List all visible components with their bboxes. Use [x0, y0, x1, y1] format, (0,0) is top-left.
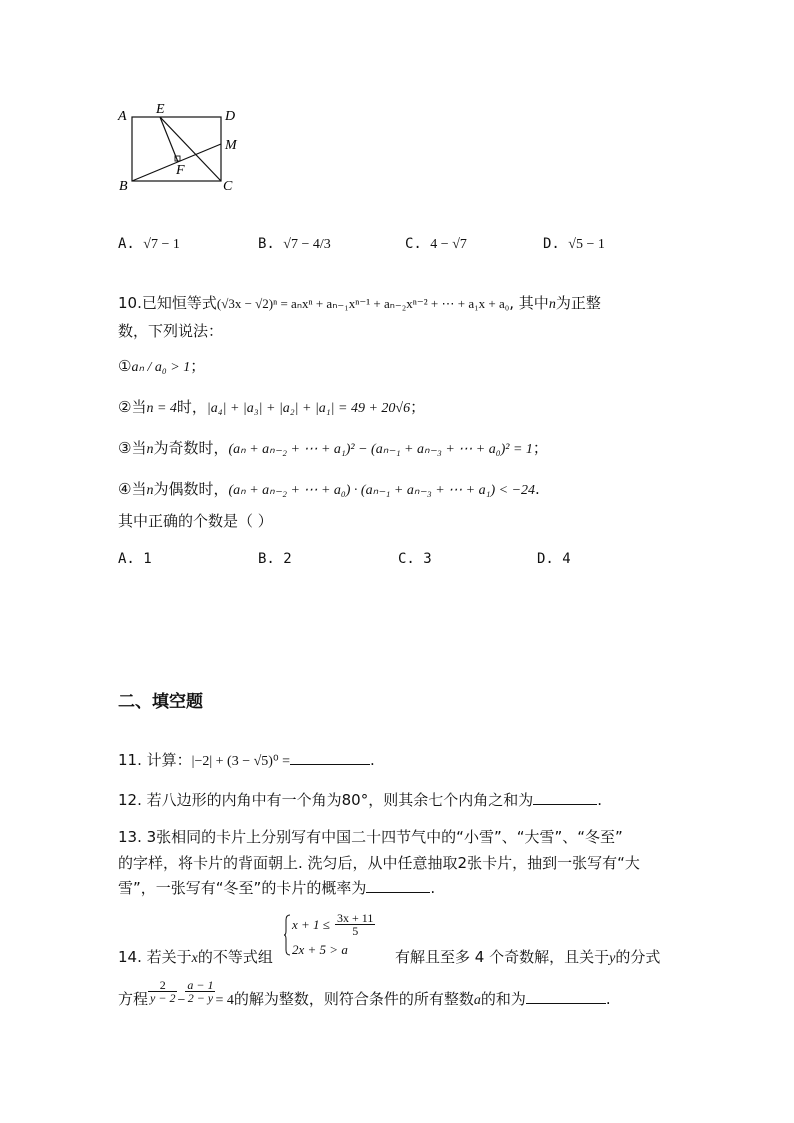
geometry-figure	[115, 100, 255, 195]
q11-expr: |−2| + (3 − √5)⁰ =	[191, 754, 290, 769]
segment-ec	[160, 117, 221, 181]
q14-answer-blank[interactable]	[526, 989, 606, 1004]
q9-option-b-expr: √7 − 4/3	[283, 237, 331, 252]
q10-option-a[interactable]: A. 1	[118, 551, 152, 567]
q9-option-a[interactable]: A. √7 − 1	[118, 236, 180, 252]
q14-line2: 方程 $\frac{2}{y - 2}$ − $\frac{a - 1}{2 - y}$ = 4的解为整数，则符合条件的所有整数a的和为 .	[118, 978, 611, 1008]
q10-statement-2: ②当n = 4时，|a₄| + |a₃| + |a₂| + |a₁| = 49 + 20√6；	[118, 398, 426, 416]
q10-stem-line2: 数，下列说法：	[118, 322, 224, 340]
label-e: E	[156, 102, 165, 117]
q13-answer-blank[interactable]	[366, 878, 430, 893]
q10-statement-3: ③当n为奇数时，(aₙ + aₙ₋₂ + ⋯ + a₁)² − (aₙ₋₁ + aₙ₋₃ + ⋯ + a₀)² = 1；	[118, 439, 548, 457]
brace-icon	[283, 914, 291, 956]
q14-fraction-2: $\frac{a - 1}{2 - y}$	[187, 978, 214, 1005]
q11: 11. 计算：|−2| + (3 − √5)⁰ = .	[118, 751, 375, 769]
q12-answer-blank[interactable]	[533, 790, 597, 805]
q10-option-d[interactable]: D. 4	[537, 551, 571, 567]
q14-fraction-1: $\frac{2}{y - 2}$	[150, 978, 176, 1005]
label-c: C	[223, 179, 233, 194]
q11-answer-blank[interactable]	[290, 750, 370, 765]
label-f: F	[176, 163, 185, 178]
q13-line3: 雪”，一张写有“冬至”的卡片的概率为 .	[118, 879, 436, 897]
q14-ineq-2: 2x + 5 > a	[292, 942, 348, 957]
segment-ef	[160, 117, 178, 162]
q14-line1-end: 有解且至多 4 个奇数解，且关于y的分式	[395, 948, 661, 966]
q9-option-a-expr: √7 − 1	[143, 237, 180, 252]
q9-option-c[interactable]: C. 4 − √7	[405, 236, 467, 252]
label-b: B	[119, 179, 128, 194]
label-m: M	[225, 138, 237, 153]
q10-identity: (√3x − √2)ⁿ = aₙxⁿ + aₙ₋₁xⁿ⁻¹ + aₙ₋₂xⁿ⁻² + ⋯ + a₁x + a₀	[216, 296, 510, 311]
q10-option-b[interactable]: B. 2	[258, 551, 292, 567]
q12: 12. 若八边形的内角中有一个角为80°，则其余七个内角之和为 .	[118, 791, 603, 809]
q14-ineq-1-fraction: $\frac{3x + 11}{5}$	[337, 911, 374, 938]
q13-line1: 13. 3张相同的卡片上分别写有中国二十四节气中的“小雪”、“大雪”、“冬至”	[118, 828, 623, 846]
q10-question: 其中正确的个数是（ ）	[118, 512, 273, 530]
q9-option-b[interactable]: B. √7 − 4/3	[258, 236, 331, 252]
q10-statement-1: ①aₙ / a₀ > 1；	[118, 357, 206, 375]
q10-statement-4: ④当n为偶数时，(aₙ + aₙ₋₂ + ⋯ + a₀) · (aₙ₋₁ + aₙ₋₃ + ⋯ + a₁) < −24.	[118, 480, 540, 498]
label-a: A	[118, 109, 127, 124]
q14-line1-start: 14. 若关于x的不等式组	[118, 948, 273, 966]
q14-ineq-1: x + 1 ≤ $\frac{3x + 11}{5}$	[292, 911, 374, 938]
q10-stem-line1: 10.已知恒等式(√3x − √2)ⁿ = aₙxⁿ + aₙ₋₁xⁿ⁻¹ + aₙ₋₂xⁿ⁻² + ⋯ + a₁x + a₀, 其中n为正整	[118, 294, 601, 312]
section-heading-fill-in: 二、填空题	[118, 692, 203, 712]
q9-option-d[interactable]: D. √5 − 1	[543, 236, 605, 252]
q13-line2: 的字样，将卡片的背面朝上. 洗匀后，从中任意抽取2张卡片，抽到一张写有“大	[118, 854, 640, 872]
q9-option-d-expr: √5 − 1	[568, 237, 605, 252]
q10-option-c[interactable]: C. 3	[398, 551, 432, 567]
label-d: D	[225, 109, 236, 124]
q9-option-c-expr: 4 − √7	[430, 237, 467, 252]
